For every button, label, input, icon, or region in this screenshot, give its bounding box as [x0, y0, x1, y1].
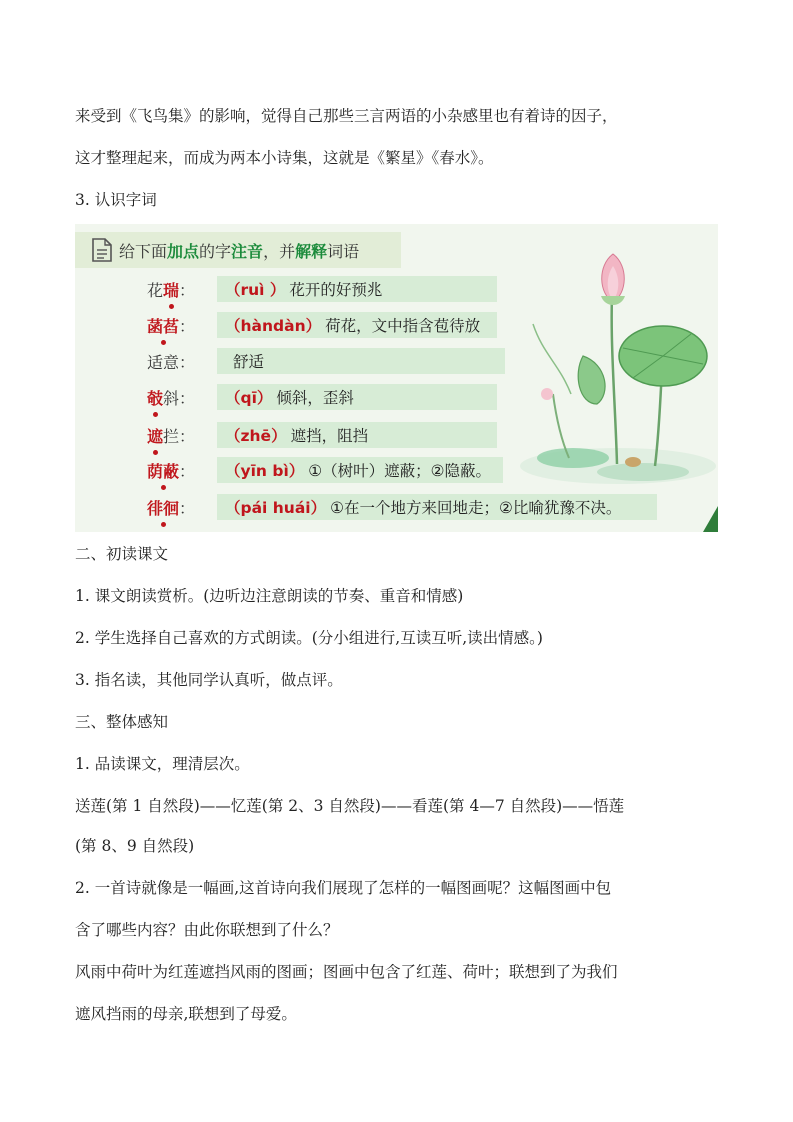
vocab-answer — [217, 348, 505, 374]
meaning: 遮挡，阻挡 — [290, 427, 369, 445]
meaning: 舒适 — [233, 353, 265, 371]
pinyin: （yīn bì） — [225, 462, 305, 480]
paragraph-line: 这才整理起来，而成为两本小诗集，这就是《繁星》《春水》。 — [75, 149, 494, 167]
term-dotted: 菡萏 — [147, 316, 180, 336]
term-dotted: 攲 — [147, 388, 164, 408]
heading-emphasis: 注音 — [231, 241, 264, 261]
vocabulary-panel — [75, 224, 718, 532]
term-colon: ： — [179, 426, 196, 446]
paragraph-line: 1. 品读课文，理清层次。 — [75, 755, 250, 773]
lotus-illustration — [513, 244, 718, 532]
vocab-term — [147, 278, 217, 301]
term-colon: ： — [179, 388, 196, 408]
vocab-row — [147, 276, 497, 302]
vocab-answer — [217, 457, 503, 483]
heading-text: 词语 — [327, 241, 360, 261]
heading-text: 的字 — [199, 241, 232, 261]
term-plain: 斜 — [163, 388, 180, 408]
paragraph-line: 2. 学生选择自己喜欢的方式朗读。(分小组进行,互读互听,读出情感。) — [75, 629, 543, 647]
term-plain: 花 — [147, 280, 164, 300]
paragraph-line: (第 8、9 自然段) — [75, 837, 195, 855]
vocab-answer — [217, 276, 497, 302]
paragraph-line: 遮风挡雨的母亲,联想到了母爱。 — [75, 1005, 297, 1023]
term-colon: ： — [179, 280, 196, 300]
vocab-term — [147, 350, 217, 373]
paragraph-line: 2. 一首诗就像是一幅画,这首诗向我们展现了怎样的一幅图画呢？这幅图画中包 — [75, 879, 612, 897]
vocab-row — [147, 422, 497, 448]
paragraph-line: 送莲(第 1 自然段)——忆莲(第 2、3 自然段)——看莲(第 4—7 自然段)——悟莲 — [75, 797, 625, 815]
panel-heading — [75, 232, 401, 268]
paragraph-line: 含了哪些内容？由此你联想到了什么？ — [75, 921, 339, 939]
vocab-term — [147, 314, 217, 337]
vocab-row — [147, 348, 505, 374]
term-dotted: 瑞 — [163, 280, 180, 300]
section-heading: 3. 认识字词 — [75, 191, 157, 209]
meaning: 花开的好预兆 — [289, 281, 383, 299]
vocab-term — [147, 386, 217, 409]
pinyin: （hàndàn） — [225, 317, 322, 335]
meaning: 倾斜，歪斜 — [276, 389, 354, 407]
vocab-answer — [217, 384, 497, 410]
heading-emphasis: 加点 — [167, 241, 200, 261]
vocab-answer — [217, 312, 497, 338]
vocab-row — [147, 384, 497, 410]
term-dotted: 徘徊 — [147, 498, 180, 518]
pinyin: （zhē） — [225, 427, 287, 445]
heading-text: 给下面 — [119, 241, 168, 261]
meaning: ①（树叶）遮蔽；②隐蔽。 — [308, 462, 492, 480]
vocab-row — [147, 312, 497, 338]
term-colon: ： — [179, 498, 196, 518]
pinyin: （pái huái） — [225, 499, 327, 517]
heading-emphasis: 解释 — [295, 241, 328, 261]
term-colon: ： — [179, 352, 196, 372]
vocab-term — [147, 424, 217, 447]
pinyin: （qī） — [225, 389, 273, 407]
vocab-term — [147, 496, 217, 519]
meaning: ①在一个地方来回地走；②比喻犹豫不决。 — [330, 499, 622, 517]
term-colon: ： — [179, 461, 196, 481]
heading-text: ，并 — [263, 241, 296, 261]
paragraph-line: 风雨中荷叶为红莲遮挡风雨的图画；图画中包含了红莲、荷叶；联想到了为我们 — [75, 963, 618, 981]
meaning: 荷花，文中指含苞待放 — [325, 317, 481, 335]
term-colon: ： — [179, 316, 196, 336]
term-dotted: 遮 — [147, 426, 164, 446]
paragraph-line: 3. 指名读，其他同学认真听，做点评。 — [75, 671, 343, 689]
term-dotted: 荫蔽 — [147, 461, 180, 481]
vocab-term — [147, 459, 217, 482]
vocab-row — [147, 457, 503, 483]
section-heading: 三、整体感知 — [75, 713, 169, 731]
paragraph-line: 1. 课文朗读赏析。(边听边注意朗读的节奏、重音和情感) — [75, 587, 464, 605]
term-plain: 适意 — [147, 352, 180, 372]
vocab-answer — [217, 422, 497, 448]
paragraph-line: 来受到《飞鸟集》的影响，觉得自己那些三言两语的小杂感里也有着诗的因子， — [75, 107, 618, 125]
pinyin: （ruì ） — [225, 281, 286, 299]
term-plain: 拦 — [163, 426, 180, 446]
document-icon — [91, 237, 113, 263]
section-heading: 二、初读课文 — [75, 545, 169, 563]
